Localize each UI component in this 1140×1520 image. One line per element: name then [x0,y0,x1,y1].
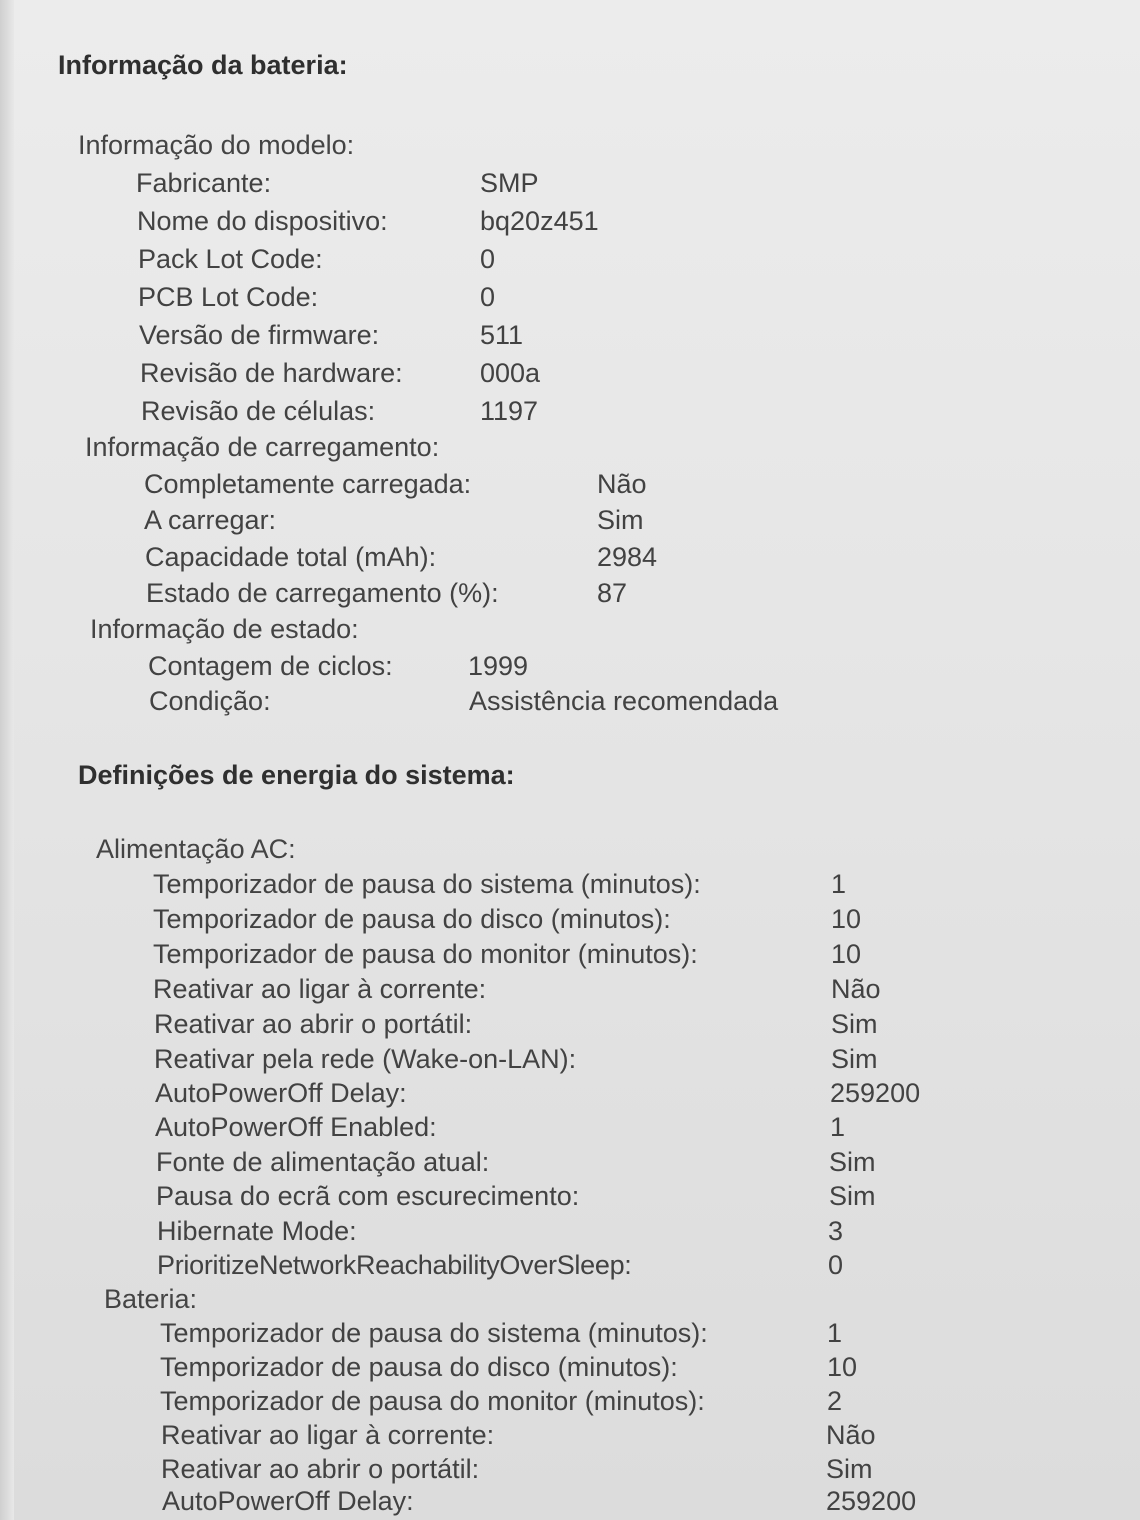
info-key: Reativar ao abrir o portátil: [154,1009,473,1039]
info-key: Temporizador de pausa do monitor (minutos): [153,939,698,969]
info-key: AutoPowerOff Delay: [162,1486,414,1516]
info-value: 2984 [597,542,658,572]
info-key: Revisão de hardware: [140,358,403,388]
info-key: Temporizador de pausa do disco (minutos): [153,904,671,934]
model-info-title: Informação do modelo: [78,130,355,160]
info-value: bq20z451 [480,206,599,236]
info-key: AutoPowerOff Enabled: [155,1112,437,1142]
info-key: Condição: [149,686,271,716]
info-value: 10 [831,904,862,934]
info-value: 0 [828,1250,843,1280]
info-key: Temporizador de pausa do sistema (minutos): [160,1318,708,1348]
charge-info-title: Informação de carregamento: [85,432,440,462]
info-value: 1197 [480,396,539,426]
info-key: Fabricante: [136,168,272,198]
info-key: Reativar pela rede (Wake-on-LAN): [154,1044,577,1074]
info-key: Pack Lot Code: [138,244,323,274]
info-value: 1 [831,869,847,899]
info-value: 511 [480,320,524,350]
info-key: Hibernate Mode: [157,1216,357,1246]
info-value: Não [826,1420,876,1450]
info-key: PrioritizeNetworkReachabilityOverSleep: [157,1250,632,1280]
info-key: Completamente carregada: [144,469,472,499]
info-value: Assistência recomendada [469,686,779,716]
info-value: 1 [830,1112,846,1142]
info-key: Revisão de células: [141,396,376,426]
info-value: Sim [831,1009,878,1039]
info-value: 87 [597,578,628,608]
info-value: 000a [480,358,541,388]
info-value: Sim [826,1454,873,1484]
info-key: PCB Lot Code: [138,282,319,312]
info-value: 2 [827,1386,843,1416]
info-value: 259200 [830,1078,921,1108]
info-value: 3 [828,1216,844,1246]
info-value: SMP [480,168,539,198]
info-key: Nome do dispositivo: [137,206,388,236]
info-value: 1999 [468,651,529,681]
info-key: Estado de carregamento (%): [146,578,499,608]
info-value: 259200 [826,1486,917,1516]
info-key: Contagem de ciclos: [148,651,393,681]
info-value: 1 [827,1318,843,1348]
info-value: 0 [480,244,496,274]
battery-section-title: Informação da bateria: [58,50,348,80]
info-value: 10 [827,1352,858,1382]
info-key: Reativar ao abrir o portátil: [161,1454,480,1484]
info-value: Não [597,469,647,499]
info-value: 10 [831,939,862,969]
info-key: Reativar ao ligar à corrente: [161,1420,495,1450]
info-key: Reativar ao ligar à corrente: [153,974,487,1004]
info-key: Capacidade total (mAh): [145,542,437,572]
info-value: 0 [480,282,496,312]
info-key: Temporizador de pausa do monitor (minutos): [160,1386,705,1416]
info-value: Sim [829,1147,876,1177]
power-section-title: Definições de energia do sistema: [78,760,515,790]
info-key: Temporizador de pausa do sistema (minutos): [153,869,701,899]
health-info-title: Informação de estado: [90,614,359,644]
info-key: Fonte de alimentação atual: [156,1147,490,1177]
info-value: Sim [597,505,644,535]
info-key: Pausa do ecrã com escurecimento: [156,1181,580,1211]
info-value: Sim [831,1044,878,1074]
ac-power-title: Alimentação AC: [96,834,296,864]
info-key: AutoPowerOff Delay: [155,1078,407,1108]
battery-power-title: Bateria: [104,1284,198,1314]
info-value: Sim [829,1181,876,1211]
info-value: Não [831,974,881,1004]
info-key: Versão de firmware: [139,320,380,350]
info-key: Temporizador de pausa do disco (minutos): [160,1352,678,1382]
info-key: A carregar: [144,505,277,535]
